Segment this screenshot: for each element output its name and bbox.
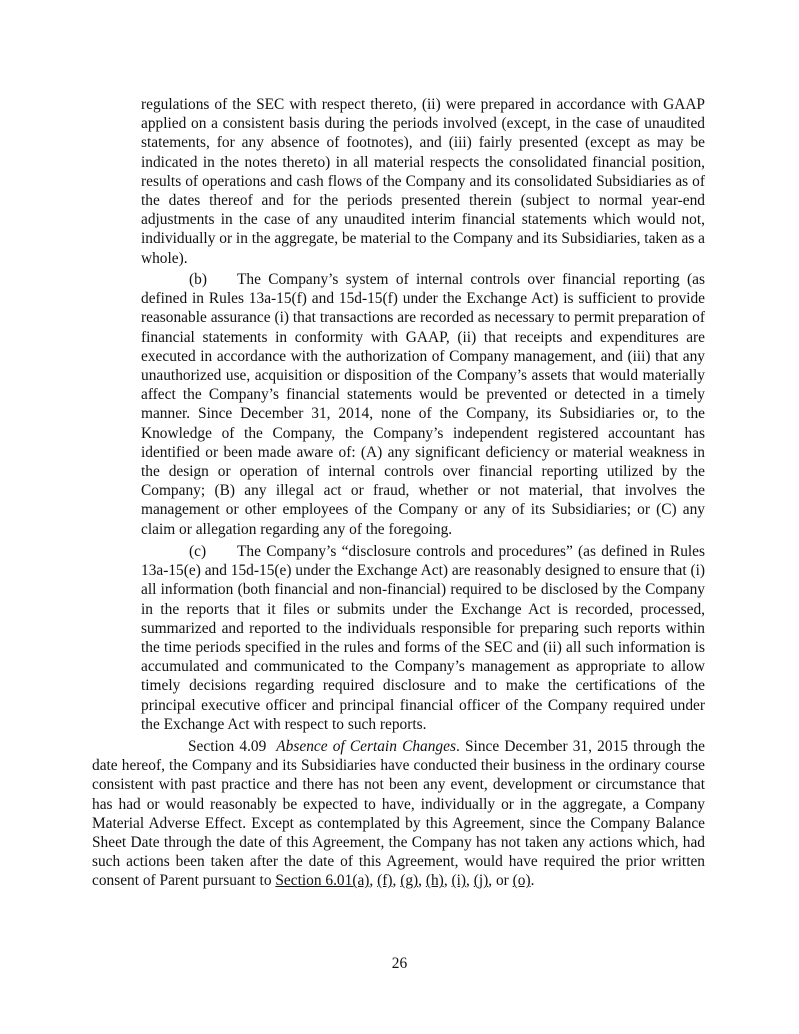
paragraph-continuation	[141, 95, 705, 268]
paragraph-c-text: The Company’s “disclosure controls and procedures” (as defined in Rules 13a-15(e) and 15d-15(e) under the Exchange Act) are reasonably designed to ensure that (i) all information (both financial and non-financial) required to be disclosed by the Company in the reports that it files or submits under the Exchange Act is recorded, processed, summarized and reported to the individuals responsible for preparing such reports within the time periods specified in the rules and forms of the SEC and (ii) all such information is accumulated and communicated to the Company’s management as appropriate to allow timely decisions regarding required disclosure and to make the certifications of the principal executive officer and principal financial officer of the Company required under the Exchange Act with respect to such reports.	[141, 543, 705, 733]
section-ref-h[interactable]: (h)	[425, 872, 444, 890]
ref-separator: ,	[369, 872, 378, 890]
section-ref-j[interactable]: (j)	[473, 872, 489, 890]
ref-separator: ,	[466, 872, 474, 890]
paragraph-b	[141, 270, 705, 539]
section-4-09	[92, 737, 705, 891]
ref-separator-or: , or	[488, 872, 513, 890]
section-4-09-text: Since December 31, 2015 through the date hereof, the Company and its Subsidiaries have conducted their business in the ordinary course consistent with past practice and there has not been any event, development or circumstance that has had or would reasonably be expected to have, individually or in the aggregate, a Company Material Adverse Effect. Except as contemplated by this Agreement, since the Company Balance Sheet Date through the date of this Agreement, the Company has not taken any actions which, had such actions been taken after the date of this Agreement, would have required the prior written consent of Parent pursuant to	[92, 738, 705, 890]
section-ref-i[interactable]: (i)	[451, 872, 467, 890]
section-4-09-title: Absence of Certain Changes	[276, 738, 456, 755]
paragraph-continuation-text: regulations of the SEC with respect thereto, (ii) were prepared in accordance with GAAP applied on a consistent basis during the periods involved (except, in the case of unaudited statements, for any absence of footnotes), and (iii) fairly presented (except as may be indicated in the notes thereto) in all material respects the consolidated financial position, results of operations and cash flows of the Company and its consolidated Subsidiaries as of the dates thereof and for the periods presented therein (subject to normal year-end adjustments in the case of any unaudited interim financial statements which would not, individually or in the aggregate, be material to the Company and its Subsidiaries, taken as a whole).	[141, 96, 705, 267]
ref-separator: ,	[443, 872, 452, 890]
section-4-09-end: .	[530, 872, 535, 890]
ref-separator: ,	[418, 872, 426, 890]
section-ref-g[interactable]: (g)	[400, 872, 419, 890]
section-4-09-number: Section 4.09	[188, 738, 267, 755]
section-ref-f[interactable]: (f)	[377, 872, 393, 890]
paragraph-b-text: The Company’s system of internal controls over financial reporting (as defined in Rules 13a-15(f) and 15d-15(f) under the Exchange Act) is sufficient to provide reasonable assurance (i) that transactions are recorded as necessary to permit preparation of financial statements in conformity with GAAP, (ii) that receipts and expenditures are executed in accordance with the authorization of Company management, and (iii) that any unauthorized use, acquisition or disposition of the Company’s assets that would materially affect the Company’s financial statements would be prevented or detected in a timely manner. Since December 31, 2014, none of the Company, its Subsidiaries or, to the Knowledge of the Company, the Company’s independent registered accountant has identified or been made aware of: (A) any significant deficiency or material weakness in the design or operation of internal controls over financial reporting utilized by the Company; (B) any illegal act or fraud, whether or not material, that involves the management or other employees of the Company or any of its Subsidiaries; or (C) any claim or allegation regarding any of the foregoing.	[141, 271, 705, 538]
section-4-09-title-end: .	[455, 738, 460, 755]
page-number: 26	[391, 955, 408, 972]
paragraph-b-label: (b)	[189, 271, 207, 288]
section-ref-6-01-a[interactable]: Section 6.01(a)	[275, 872, 370, 890]
ref-separator: ,	[392, 872, 401, 890]
paragraph-c	[141, 542, 705, 734]
section-ref-o[interactable]: (o)	[512, 872, 531, 890]
paragraph-c-label: (c)	[189, 543, 207, 560]
